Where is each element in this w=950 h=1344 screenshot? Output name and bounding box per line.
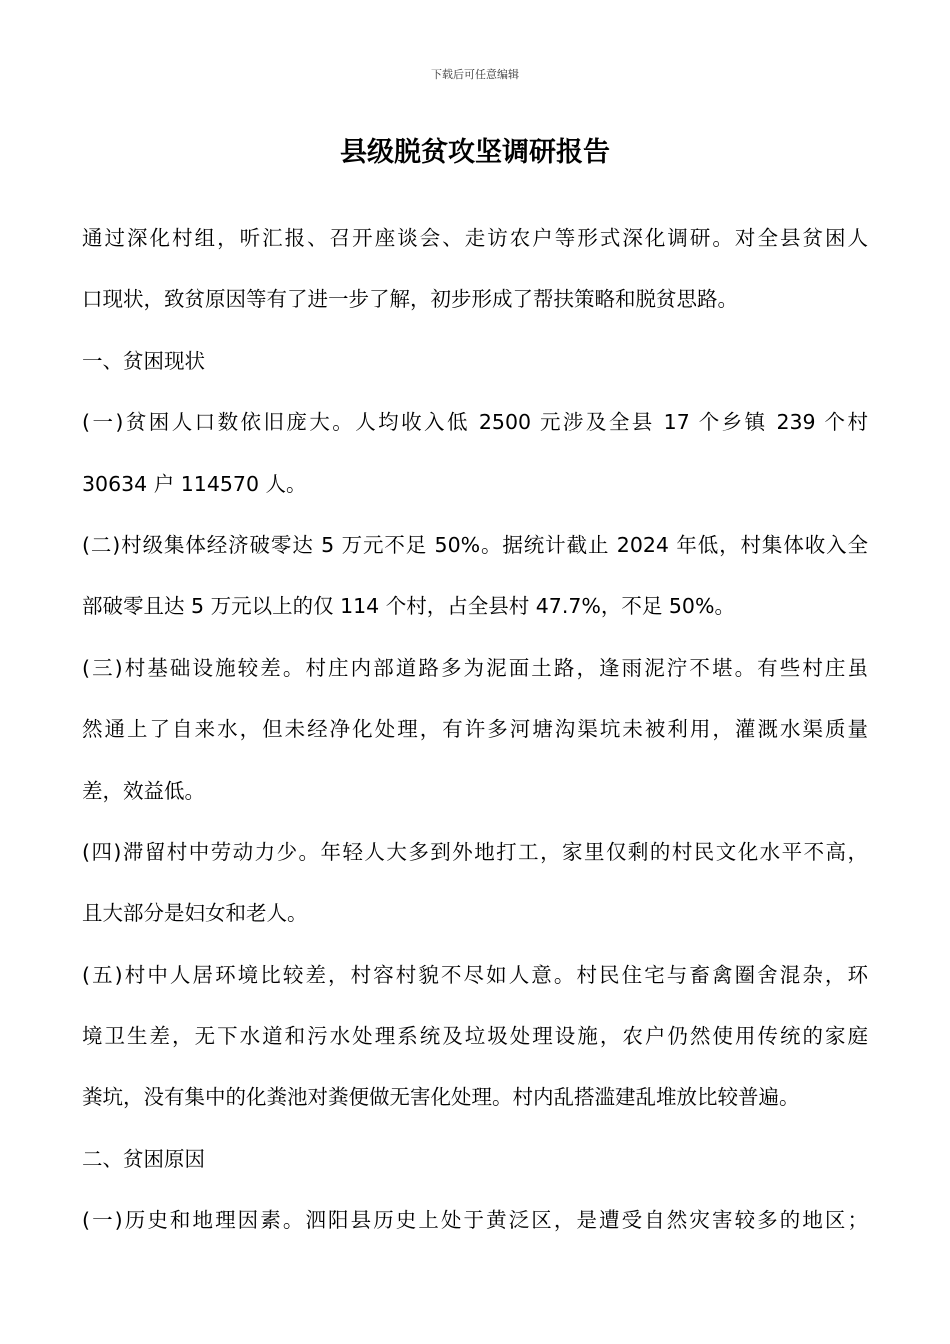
text-line: (五)村中人居环境比较差，村容村貌不尽如人意。村民住宅与畜禽圈舍混杂，环 (82, 962, 868, 987)
text-line: 且大部分是妇女和老人。 (82, 901, 308, 926)
text-line: (一)历史和地理因素。泗阳县历史上处于黄泛区，是遭受自然灾害较多的地区； (82, 1208, 868, 1233)
text-line: (四)滞留村中劳动力少。年轻人大多到外地打工，家里仅剩的村民文化水平不高， (82, 839, 868, 864)
text-line: (二)村级集体经济破零达 5 万元不足 50%。据统计截止 2024 年低，村集体收入全 (82, 532, 868, 557)
text-line: 通过深化村组，听汇报、召开座谈会、走访农户等形式深化调研。对全县贫困人 (82, 226, 868, 250)
text-line: 粪坑，没有集中的化粪池对粪便做无害化处理。村内乱搭滥建乱堆放比较普遍。 (82, 1085, 800, 1110)
text-line: 然通上了自来水，但未经净化处理，有许多河塘沟渠坑未被利用，灌溉水渠质量 (82, 717, 868, 742)
header-note: 下载后可任意编辑 (431, 68, 519, 81)
document-title: 县级脱贫攻坚调研报告 (340, 137, 610, 168)
text-line: (一)贫困人口数依旧庞大。人均收入低 2500 元涉及全县 17 个乡镇 239 个村 (82, 410, 868, 435)
text-line: 二、贫困原因 (82, 1146, 205, 1171)
text-line: 一、贫困现状 (82, 348, 205, 373)
text-line: 部破零且达 5 万元以上的仅 114 个村，占全县村 47.7%，不足 50%。 (82, 594, 735, 619)
text-line: 30634 户 114570 人。 (82, 471, 307, 496)
text-line: 境卫生差，无下水道和污水处理系统及垃圾处理设施，农户仍然使用传统的家庭 (82, 1024, 868, 1049)
text-line: 差，效益低。 (82, 778, 205, 803)
text-line: 口现状，致贫原因等有了进一步了解，初步形成了帮扶策略和脱贫思路。 (82, 287, 738, 312)
text-line: (三)村基础设施较差。村庄内部道路多为泥面土路，逢雨泥泞不堪。有些村庄虽 (82, 655, 868, 680)
document-body (82, 208, 868, 1252)
